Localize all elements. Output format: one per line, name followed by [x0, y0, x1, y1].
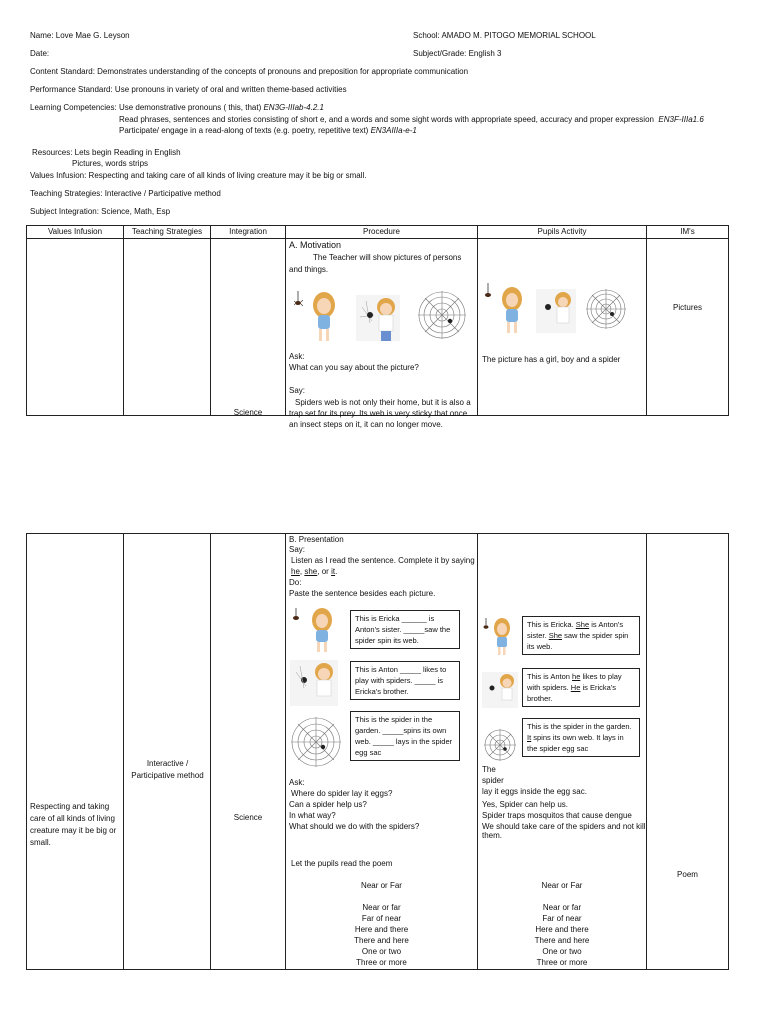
motivation-pupils-cell — [478, 239, 647, 416]
learning-competency-1-code: EN3G-IIIab-4.2.1 — [263, 103, 324, 112]
girl-icon — [502, 287, 522, 333]
spider-web-icon — [586, 289, 626, 329]
lesson-table-2 — [26, 533, 729, 970]
learning-competency-3 — [119, 126, 417, 135]
motivation-ask-label: Ask: — [289, 352, 305, 361]
header-integration: Integration — [211, 226, 286, 239]
presentation-ask-label: Ask: — [289, 778, 305, 787]
pronoun-she: she — [304, 567, 318, 576]
presentation-title: B. Presentation — [289, 535, 344, 544]
presentation-im-cell — [647, 534, 729, 970]
pupil-answer-0b: spider — [482, 776, 504, 785]
presentation-pictures — [290, 608, 346, 768]
pupil-poem-line-5: One or two — [542, 947, 582, 956]
answer-1-she: She — [575, 620, 590, 629]
header-teaching-strategies: Teaching Strategies — [124, 226, 211, 239]
answer-1c: saw the spider spin its web. — [527, 631, 629, 651]
answer-1-she-2: She — [548, 631, 563, 640]
pupil-answer-3: Spider traps mosquitos that cause dengue — [482, 811, 632, 820]
motivation-procedure-cell — [286, 239, 478, 429]
poem-intro: Let the pupils read the poem — [291, 859, 393, 868]
learning-competency-2 — [119, 115, 704, 124]
subject-integration-line: Subject Integration: Science, Math, Esp — [30, 207, 171, 216]
boy-with-spider-icon — [536, 289, 576, 333]
header-pupils-activity: Pupils Activity — [478, 226, 647, 239]
pupil-answer-2: Yes, Spider can help us. — [482, 800, 568, 809]
pupil-poem-title: Near or Far — [541, 881, 583, 890]
presentation-procedure-cell — [286, 534, 478, 970]
teacher-name: Name: Love Mae G. Leyson — [30, 31, 130, 40]
presentation-say-label: Say: — [289, 545, 306, 554]
presentation-integration-cell — [211, 534, 286, 970]
motivation-say: Spiders web is not only their home, but it is also a trap set for its prey. Its web is very sticky that once an insect steps on it, it can no longer move. — [289, 398, 471, 429]
performance-standard: Performance Standard: Use pronouns in variety of oral and written theme-based activities — [30, 85, 347, 94]
poem-line-3: Here and there — [354, 925, 409, 934]
question-3: In what way? — [289, 811, 336, 820]
answer-3-It: It — [527, 733, 532, 742]
sentence-box-2: This is Anton _____ likes to play with spiders. _____ is Ericka's brother. — [350, 661, 460, 700]
pronoun-or: or — [321, 567, 329, 576]
presentation-strategy-cell — [124, 534, 211, 970]
pupil-answer-4: We should take care of the spiders and not kill them. — [482, 822, 646, 840]
pupil-poem-line-6: Three or more — [536, 958, 588, 967]
learning-competency-1 — [30, 103, 324, 112]
question-2: Can a spider help us? — [289, 800, 367, 809]
poem-title: Near or Far — [361, 881, 402, 890]
motivation-pictures — [294, 291, 474, 343]
pupil-motivation-answer: The picture has a girl, boy and a spider — [482, 355, 621, 364]
presentation-pronoun-options: he, she, or it. — [291, 567, 338, 576]
motivation-intro: The Teacher will show pictures of persons and things. — [289, 253, 462, 274]
answer-3a: This is the spider in the garden. — [527, 722, 632, 731]
spider-web-icon — [418, 291, 466, 339]
motivation-title: A. Motivation — [289, 240, 342, 250]
spider-web-icon — [484, 729, 516, 761]
poem-line-5: One or two — [361, 947, 402, 956]
motivation-strategy-cell — [124, 239, 211, 416]
motivation-im-cell — [647, 239, 729, 416]
pupil-motivation-pictures — [484, 283, 634, 337]
presentation-integration: Science — [233, 813, 263, 822]
table-header-row — [27, 226, 729, 239]
spider-web-icon — [291, 717, 341, 767]
presentation-im: Poem — [677, 870, 698, 879]
poem-line-2: Far of near — [361, 914, 402, 923]
presentation-do-label: Do: — [289, 578, 302, 587]
girl-icon — [293, 608, 332, 652]
girl-icon — [484, 618, 511, 655]
presentation-do: Paste the sentence besides each picture. — [289, 589, 436, 598]
answer-1a: This is Ericka. — [527, 620, 574, 629]
boy-with-spider-icon — [356, 295, 400, 341]
resources-line-2: Pictures, words strips — [72, 159, 149, 168]
pupil-poem-line-2: Far of near — [542, 914, 582, 923]
motivation-values-cell — [27, 239, 124, 416]
sentence-box-3: This is the spider in the garden. _____spins its own web. _____ lays in the spider egg sac — [350, 711, 460, 761]
presentation-values-cell — [27, 534, 124, 970]
answer-2a: This is Anton — [527, 672, 570, 681]
poem-line-4: There and here — [354, 936, 409, 945]
answer-2b: likes to play with spiders. — [527, 672, 622, 692]
learning-competency-2-code: EN3F-IIIa1.6 — [658, 115, 704, 124]
presentation-row — [27, 534, 729, 970]
answer-3b: spins its own web. It lays in the spider egg sac — [527, 733, 624, 753]
motivation-integration-cell — [211, 239, 286, 416]
presentation-pupils-cell — [478, 534, 647, 970]
boy-with-spider-icon — [290, 660, 338, 706]
poem-line-6: Three or more — [356, 958, 407, 967]
content-standard: Content Standard: Demonstrates understanding of the concepts of pronouns and preposition for appropriate communication — [30, 67, 469, 76]
question-4: What should we do with the spiders? — [289, 822, 420, 831]
lesson-table-1 — [26, 225, 729, 429]
girl-icon — [313, 292, 335, 341]
pupil-answer-0: The — [482, 765, 496, 774]
pupil-presentation-pictures — [482, 618, 522, 768]
motivation-row — [27, 239, 729, 416]
answer-box-1 — [522, 616, 640, 655]
values-infusion-line: Values Infusion: Respecting and taking care of all kinds of living creature may it be big or small. — [30, 171, 367, 180]
hanging-spider-icon — [485, 283, 491, 297]
pronoun-it: it — [331, 567, 336, 576]
pupil-answer-1: lay it eggs inside the egg sac. — [482, 787, 587, 796]
motivation-say-label: Say: — [289, 386, 306, 395]
header-ims: IM's — [647, 226, 729, 239]
learning-competency-3-code: EN3AIIIa-e-1 — [370, 126, 417, 135]
pupil-poem-line-3: Here and there — [535, 925, 589, 934]
resources-line-1: Resources: Lets begin Reading in English — [32, 148, 181, 157]
answer-2-he: he — [572, 672, 581, 681]
pupil-poem-line-1: Near or far — [542, 903, 582, 912]
sentence-box-1: This is Ericka ______ is Anton's sister. _____saw the spider spin its web. — [350, 610, 460, 649]
subject-grade: Subject/Grade: English 3 — [413, 49, 502, 58]
motivation-integration: Science — [233, 408, 263, 417]
header-values-infusion: Values Infusion — [27, 226, 124, 239]
answer-box-3 — [522, 718, 640, 757]
question-1: Where do spider lay it eggs? — [291, 789, 393, 798]
presentation-values: Respecting and taking care of all kinds of living creature may it be big or small. — [30, 802, 117, 847]
school-name: School: AMADO M. PITOGO MEMORIAL SCHOOL — [413, 31, 596, 40]
answer-box-2 — [522, 668, 640, 707]
answer-2c: is Ericka's brother. — [527, 683, 616, 703]
answer-2-He: He — [570, 683, 581, 692]
boy-with-spider-icon — [482, 672, 518, 708]
teaching-strategies-line: Teaching Strategies: Interactive / Participative method — [30, 189, 221, 198]
presentation-strategy: Interactive / Participative method — [131, 759, 204, 780]
pupil-poem-line-4: There and here — [534, 936, 590, 945]
header-procedure: Procedure — [286, 226, 478, 239]
presentation-say: Listen as I read the sentence. Complete it by saying — [291, 556, 475, 565]
learning-competency-2-text: Read phrases, sentences and stories consisting of short e, and a words and some sight words with appropriate speed, accuracy and proper expression — [119, 115, 654, 124]
motivation-ask: What can you say about the picture? — [289, 363, 419, 372]
pronoun-he: he — [291, 567, 300, 576]
motivation-im: Pictures — [673, 303, 702, 312]
learning-competency-1-text: Learning Competencies: Use demonstrative pronouns ( this, that) — [30, 103, 262, 112]
hanging-spider-icon — [294, 291, 303, 306]
poem-line-1: Near or far — [362, 903, 401, 912]
date-label: Date: — [30, 49, 50, 58]
answer-1b: is Anton's sister. — [527, 620, 624, 640]
learning-competency-3-text: Participate/ engage in a read-along of texts (e.g. poetry, repetitive text) — [119, 126, 369, 135]
